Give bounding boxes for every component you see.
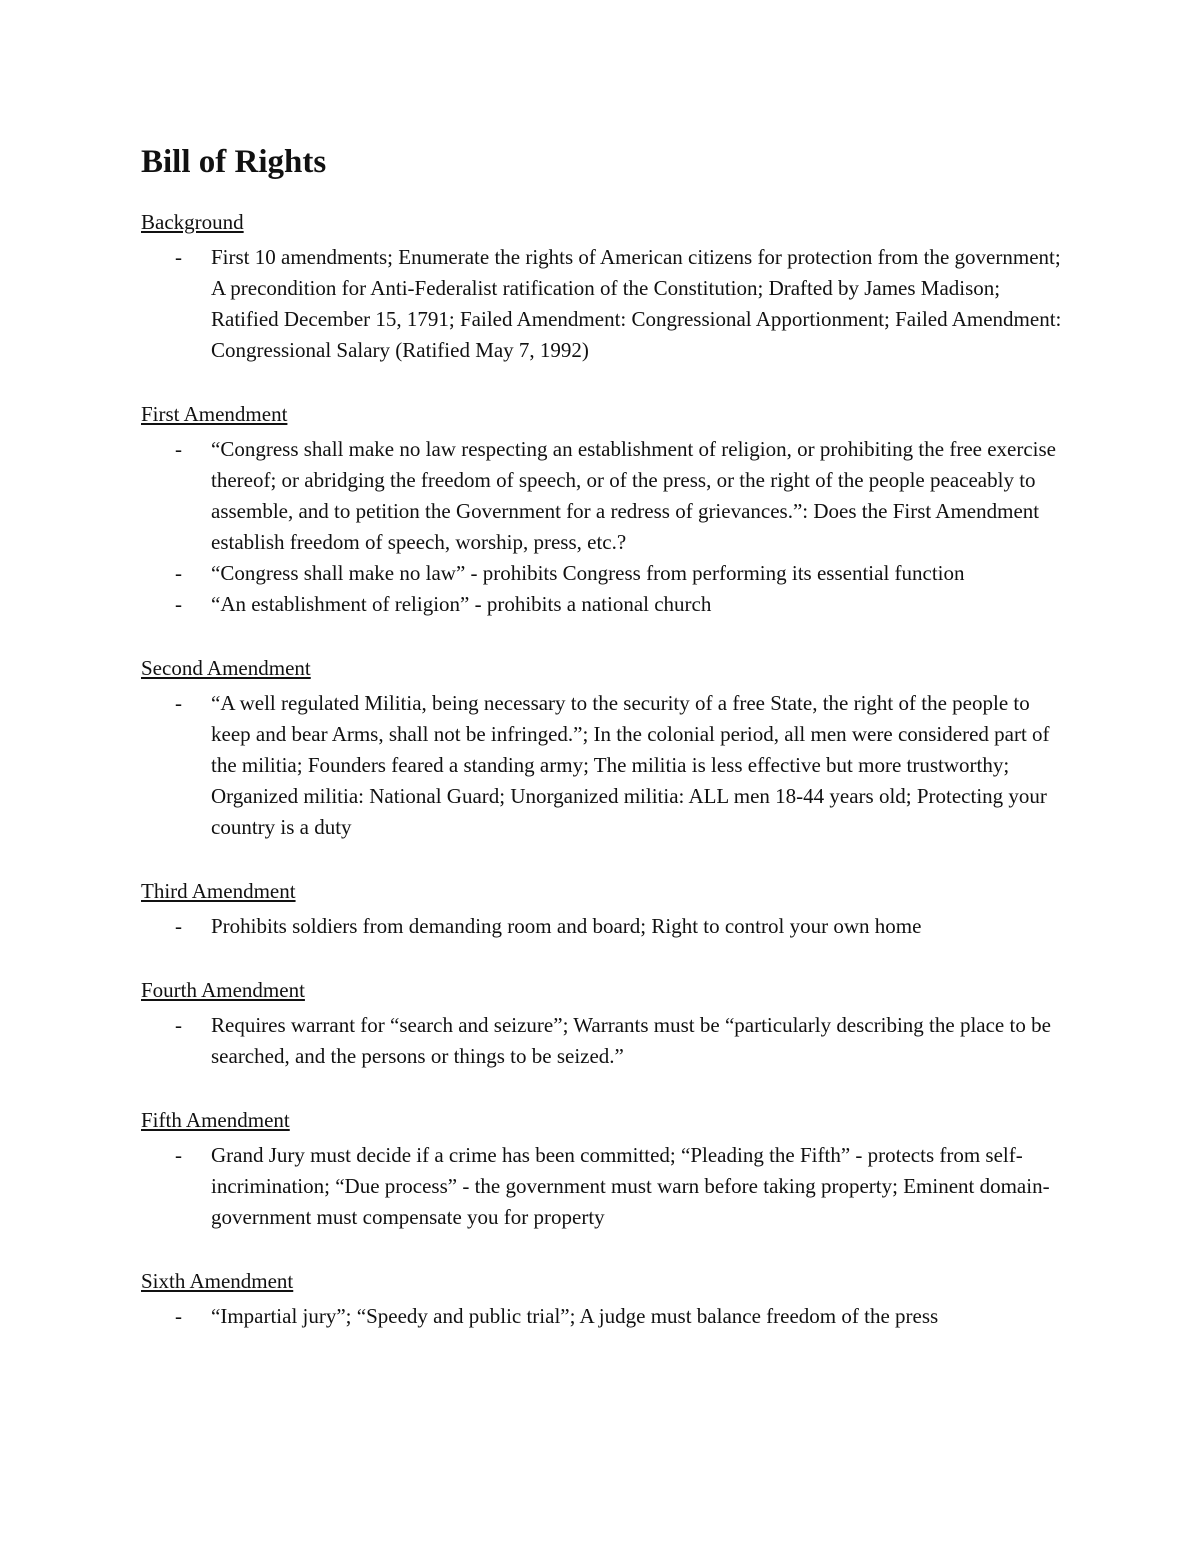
- section-heading: Fifth Amendment: [141, 1108, 290, 1132]
- bullet-text: Grand Jury must decide if a crime has been committed; “Pleading the Fifth” - protects from self-incrimination; “Due process” - the government must warn before taking property; Eminent domain-government must compensate you for property: [211, 1143, 1050, 1229]
- list-item: [141, 1010, 1071, 1072]
- bullet-text: “An establishment of religion” - prohibits a national church: [211, 592, 712, 616]
- dash-bullet-icon: -: [175, 914, 182, 938]
- section-heading: Second Amendment: [141, 656, 311, 680]
- list-item: [141, 1301, 1071, 1332]
- section-heading: Background: [141, 210, 244, 234]
- bullet-text: “Impartial jury”; “Speedy and public trial”; A judge must balance freedom of the press: [211, 1304, 939, 1328]
- section-first-amendment: [141, 399, 1071, 620]
- bullet-list: [141, 1010, 1071, 1072]
- list-item: [141, 558, 1071, 589]
- list-item: [141, 434, 1071, 558]
- document-page: [141, 140, 1071, 1365]
- list-item: [141, 688, 1071, 843]
- dash-bullet-icon: -: [175, 1143, 182, 1167]
- bullet-list: [141, 1301, 1071, 1332]
- list-item: [141, 242, 1071, 366]
- bullet-text: “Congress shall make no law respecting an establishment of religion, or prohibiting the free exercise thereof; or abridging the freedom of speech, or of the press, or the right of the people peaceably to assemble, and to petition the Government for a redress of grievances.”: Does the First Amendment establish freedom of speech, worship, press, etc.?: [211, 437, 1056, 554]
- bullet-text: Requires warrant for “search and seizure”; Warrants must be “particularly describing the place to be searched, and the persons or things to be seized.”: [211, 1013, 1051, 1068]
- list-item: [141, 1140, 1071, 1233]
- bullet-text: First 10 amendments; Enumerate the rights of American citizens for protection from the government; A precondition for Anti-Federalist ratification of the Constitution; Drafted by James Madison; Ratified December 15, 1791; Failed Amendment: Congressional Apportionment; Failed Amendment: Congressional Salary (Ratified May 7, 1992): [211, 245, 1062, 362]
- dash-bullet-icon: -: [175, 592, 182, 616]
- section-fourth-amendment: [141, 975, 1071, 1072]
- dash-bullet-icon: -: [175, 1013, 182, 1037]
- dash-bullet-icon: -: [175, 437, 182, 461]
- dash-bullet-icon: -: [175, 245, 182, 269]
- bullet-list: [141, 1140, 1071, 1233]
- section-heading: Third Amendment: [141, 879, 296, 903]
- bullet-text: “Congress shall make no law” - prohibits Congress from performing its essential function: [211, 561, 965, 585]
- bullet-list: [141, 688, 1071, 843]
- bullet-list: [141, 434, 1071, 620]
- dash-bullet-icon: -: [175, 1304, 182, 1328]
- dash-bullet-icon: -: [175, 691, 182, 715]
- list-item: [141, 589, 1071, 620]
- section-heading: Fourth Amendment: [141, 978, 305, 1002]
- section-heading: Sixth Amendment: [141, 1269, 294, 1293]
- bullet-text: Prohibits soldiers from demanding room and board; Right to control your own home: [211, 914, 922, 938]
- section-fifth-amendment: [141, 1105, 1071, 1233]
- bullet-list: [141, 911, 1071, 942]
- dash-bullet-icon: -: [175, 561, 182, 585]
- section-sixth-amendment: [141, 1266, 1071, 1332]
- section-background: [141, 207, 1071, 366]
- section-heading: First Amendment: [141, 402, 288, 426]
- document-title: Bill of Rights: [141, 144, 327, 180]
- section-second-amendment: [141, 653, 1071, 843]
- section-third-amendment: [141, 876, 1071, 942]
- bullet-text: “A well regulated Militia, being necessary to the security of a free State, the right of the people to keep and bear Arms, shall not be infringed.”; In the colonial period, all men were considered part of the militia; Founders feared a standing army; The militia is less effective but more trustworthy; Organized militia: National Guard; Unorganized militia: ALL men 18-44 years old; Protecting your country is a duty: [211, 691, 1050, 839]
- bullet-list: [141, 242, 1071, 366]
- list-item: [141, 911, 1071, 942]
